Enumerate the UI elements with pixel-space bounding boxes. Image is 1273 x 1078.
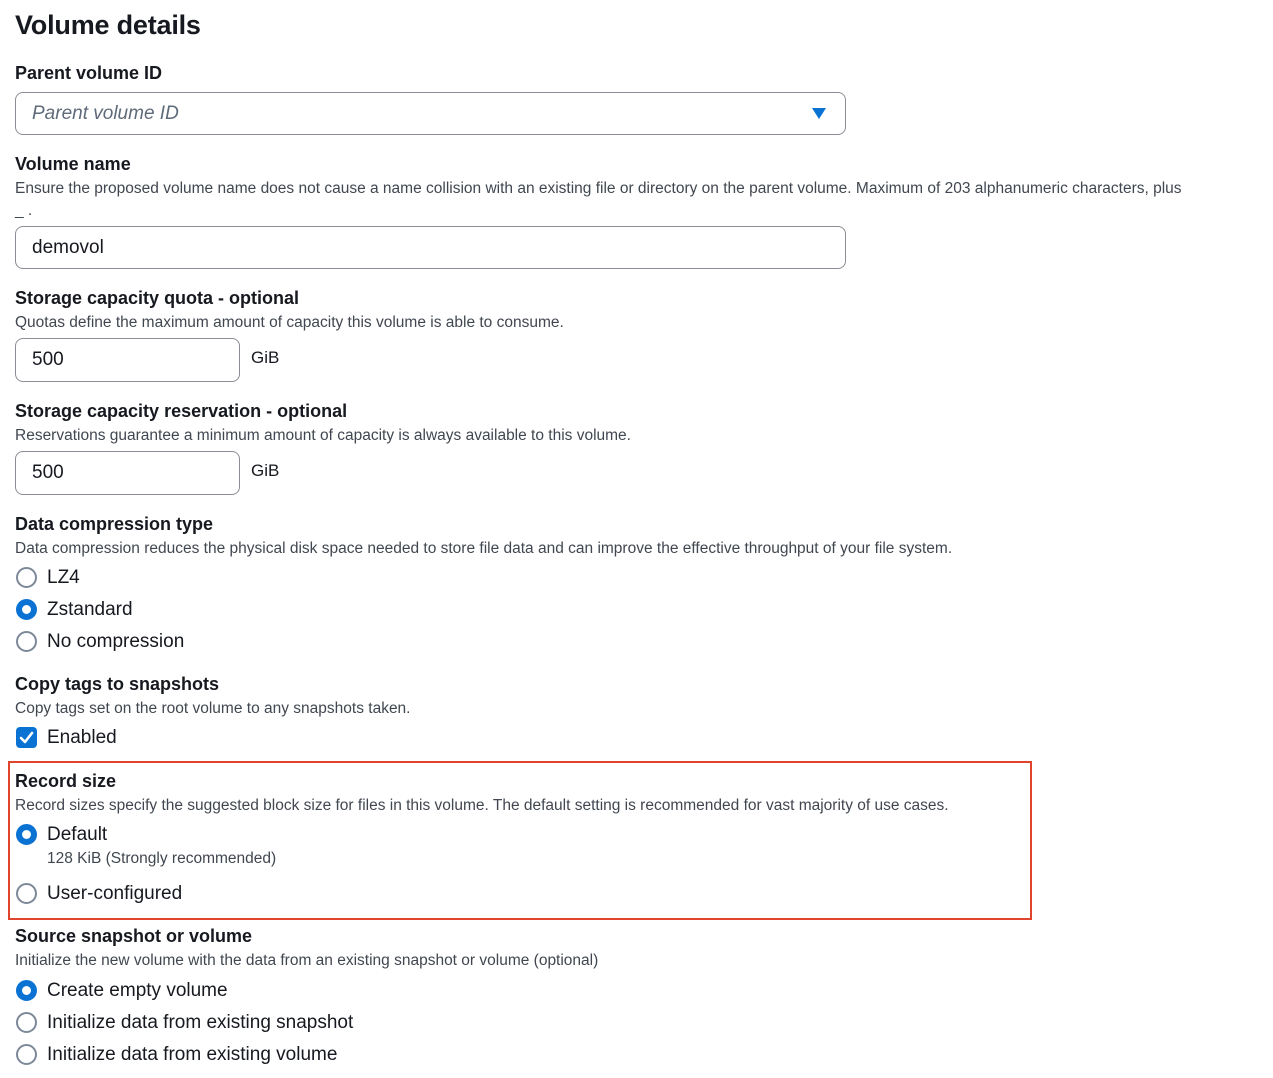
reservation-label: Storage capacity reservation - optional bbox=[15, 401, 348, 421]
compression-option-lz4[interactable]: LZ4 bbox=[47, 567, 80, 588]
record-size-label: Record size bbox=[15, 771, 117, 791]
section-title: Volume details bbox=[15, 10, 201, 40]
volume-name-value: demovol bbox=[32, 236, 104, 258]
source-radio-empty[interactable] bbox=[16, 980, 37, 1001]
record-size-radio-user-configured[interactable] bbox=[16, 883, 37, 904]
source-radio-volume[interactable] bbox=[16, 1044, 37, 1065]
record-size-default-sublabel: 128 KiB (Strongly recommended) bbox=[47, 850, 277, 867]
record-size-option-user-configured[interactable]: User-configured bbox=[47, 883, 183, 904]
checkmark-icon bbox=[19, 731, 34, 744]
compression-label: Data compression type bbox=[15, 514, 214, 534]
compression-description: Data compression reduces the physical disk space needed to store file data and can improve the effective throughput of your file system. bbox=[15, 540, 953, 557]
copy-tags-checkbox[interactable] bbox=[16, 727, 37, 748]
compression-option-zstandard[interactable]: Zstandard bbox=[47, 599, 133, 620]
compression-radio-none[interactable] bbox=[16, 631, 37, 652]
reservation-input[interactable] bbox=[15, 451, 240, 495]
source-option-volume[interactable]: Initialize data from existing volume bbox=[47, 1044, 338, 1065]
source-label: Source snapshot or volume bbox=[15, 926, 253, 946]
parent-volume-label: Parent volume ID bbox=[15, 63, 163, 83]
reservation-value: 500 bbox=[32, 462, 64, 483]
record-size-option-default[interactable]: Default bbox=[47, 824, 108, 845]
compression-radio-zstandard[interactable] bbox=[16, 599, 37, 620]
compression-radio-lz4[interactable] bbox=[16, 567, 37, 588]
caret-down-icon bbox=[812, 108, 826, 119]
copy-tags-label: Copy tags to snapshots bbox=[15, 674, 220, 694]
quota-label: Storage capacity quota - optional bbox=[15, 288, 300, 308]
copy-tags-checkbox-label[interactable]: Enabled bbox=[47, 727, 117, 748]
source-description: Initialize the new volume with the data from an existing snapshot or volume (optional) bbox=[15, 952, 599, 969]
copy-tags-description: Copy tags set on the root volume to any snapshots taken. bbox=[15, 700, 411, 717]
reservation-description: Reservations guarantee a minimum amount of capacity is always available to this volume. bbox=[15, 427, 631, 444]
volume-name-input[interactable] bbox=[15, 226, 846, 269]
source-option-snapshot[interactable]: Initialize data from existing snapshot bbox=[47, 1012, 354, 1033]
quota-unit: GiB bbox=[251, 348, 280, 367]
record-size-radio-default[interactable] bbox=[16, 824, 37, 845]
quota-value: 500 bbox=[32, 349, 64, 370]
volume-name-description-cont: _ . bbox=[15, 202, 33, 219]
quota-description: Quotas define the maximum amount of capacity this volume is able to consume. bbox=[15, 314, 564, 331]
compression-option-none[interactable]: No compression bbox=[47, 631, 185, 652]
reservation-unit: GiB bbox=[251, 461, 280, 480]
source-option-empty[interactable]: Create empty volume bbox=[47, 980, 228, 1001]
record-size-description: Record sizes specify the suggested block size for files in this volume. The default setting is recommended for vast majority of use cases. bbox=[15, 797, 949, 814]
parent-volume-select[interactable] bbox=[15, 92, 846, 135]
quota-input[interactable] bbox=[15, 338, 240, 382]
volume-name-label: Volume name bbox=[15, 154, 131, 174]
parent-volume-placeholder: Parent volume ID bbox=[32, 102, 179, 124]
volume-name-description: Ensure the proposed volume name does not cause a name collision with an existing file or directory on the parent volume. Maximum of 203 alphanumeric characters, plus bbox=[15, 180, 1182, 197]
source-radio-snapshot[interactable] bbox=[16, 1012, 37, 1033]
